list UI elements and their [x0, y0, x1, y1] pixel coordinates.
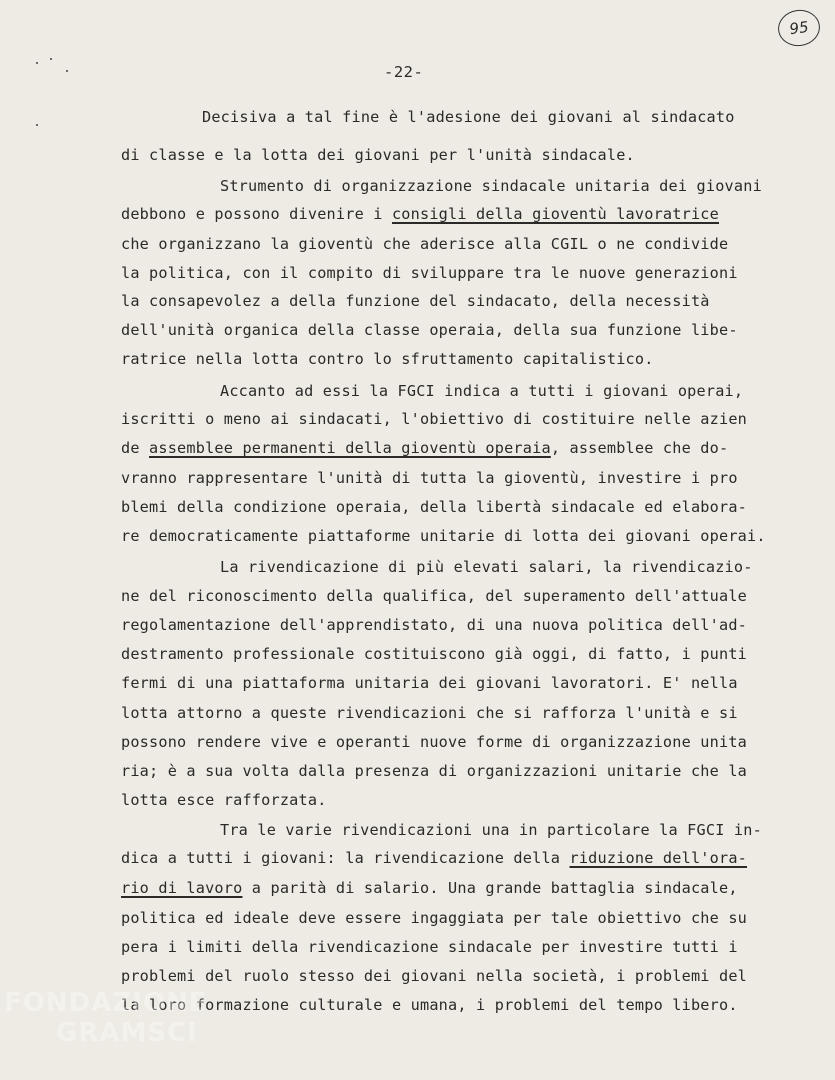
text-line: che organizzano la gioventù che aderisce alla CGIL o ne condivide [121, 235, 729, 253]
text-line: de assemblee permanenti della gioventù operaia, assemblee che do- [121, 439, 729, 457]
text-line: la consapevolez a della funzione del sindacato, della necessità [121, 292, 710, 310]
archive-watermark [4, 990, 207, 1046]
text-line: Accanto ad essi la FGCI indica a tutti i giovani operai, [220, 382, 744, 400]
archive-page-stamp: 95 [776, 7, 823, 48]
ink-speck [66, 70, 68, 72]
text-line: re democraticamente piattaforme unitarie di lotta dei giovani operai. [121, 527, 766, 545]
watermark-line: GRAMSCI [56, 1018, 198, 1048]
text-line: Strumento di organizzazione sindacale unitaria dei giovani [220, 177, 762, 195]
text-line: ne del riconoscimento della qualifica, del superamento dell'attuale [121, 587, 748, 605]
text-line: iscritti o meno ai sindacati, l'obiettivo di costituire nelle azien [121, 410, 748, 428]
text-line: vranno rappresentare l'unità di tutta la gioventù, investire i pro [121, 469, 738, 487]
text-line: politica ed ideale deve essere ingaggiata per tale obiettivo che su [121, 909, 748, 927]
page-number: -22- [384, 63, 424, 81]
underlined-phrase: assemblee permanenti della gioventù operaia [149, 439, 551, 457]
text-line: dica a tutti i giovani: la rivendicazione della riduzione dell'ora- [121, 849, 748, 867]
text-line: la loro formazione culturale e umana, i problemi del tempo libero. [121, 996, 738, 1014]
text-line: Tra le varie rivendicazioni una in particolare la FGCI in- [220, 821, 762, 839]
underlined-phrase: rio di lavoro [121, 879, 243, 897]
text-line: lotta esce rafforzata. [121, 791, 327, 809]
text-line: possono rendere vive e operanti nuove forme di organizzazione unita [121, 733, 748, 751]
text-line: debbono e possono divenire i consigli della gioventù lavoratrice [121, 205, 719, 223]
text-line: dell'unità organica della classe operaia, della sua funzione libe- [121, 321, 738, 339]
text-line: La rivendicazione di più elevati salari, la rivendicazio- [220, 558, 753, 576]
text-line: Decisiva a tal fine è l'adesione dei giovani al sindacato [202, 108, 735, 126]
watermark-line: FONDAZIONE [4, 988, 208, 1018]
text-line: pera i limiti della rivendicazione sindacale per investire tutti i [121, 938, 738, 956]
ink-speck [36, 62, 38, 64]
underlined-phrase: riduzione dell'ora- [569, 849, 748, 867]
text-line: problemi del ruolo stesso dei giovani nella società, i problemi del [121, 967, 748, 985]
text-line: rio di lavoro a parità di salario. Una grande battaglia sindacale, [121, 879, 738, 897]
text-line: ria; è a sua volta dalla presenza di organizzazioni unitarie che la [121, 762, 748, 780]
ink-speck [50, 58, 52, 60]
text-line: ratrice nella lotta contro lo sfruttamento capitalistico. [121, 350, 654, 368]
text-line: destramento professionale costituiscono già oggi, di fatto, i punti [121, 645, 748, 663]
text-line: regolamentazione dell'apprendistato, di una nuova politica dell'ad- [121, 616, 748, 634]
ink-speck [36, 124, 38, 126]
text-line: la politica, con il compito di sviluppare tra le nuove generazioni [121, 264, 738, 282]
text-line: di classe e la lotta dei giovani per l'unità sindacale. [121, 146, 635, 164]
underlined-phrase: consigli della gioventù lavoratrice [391, 205, 719, 223]
text-line: fermi di una piattaforma unitaria dei giovani lavoratori. E' nella [121, 674, 738, 692]
text-line: blemi della condizione operaia, della libertà sindacale ed elabora- [121, 498, 748, 516]
text-line: lotta attorno a queste rivendicazioni che si rafforza l'unità e si [121, 704, 738, 722]
